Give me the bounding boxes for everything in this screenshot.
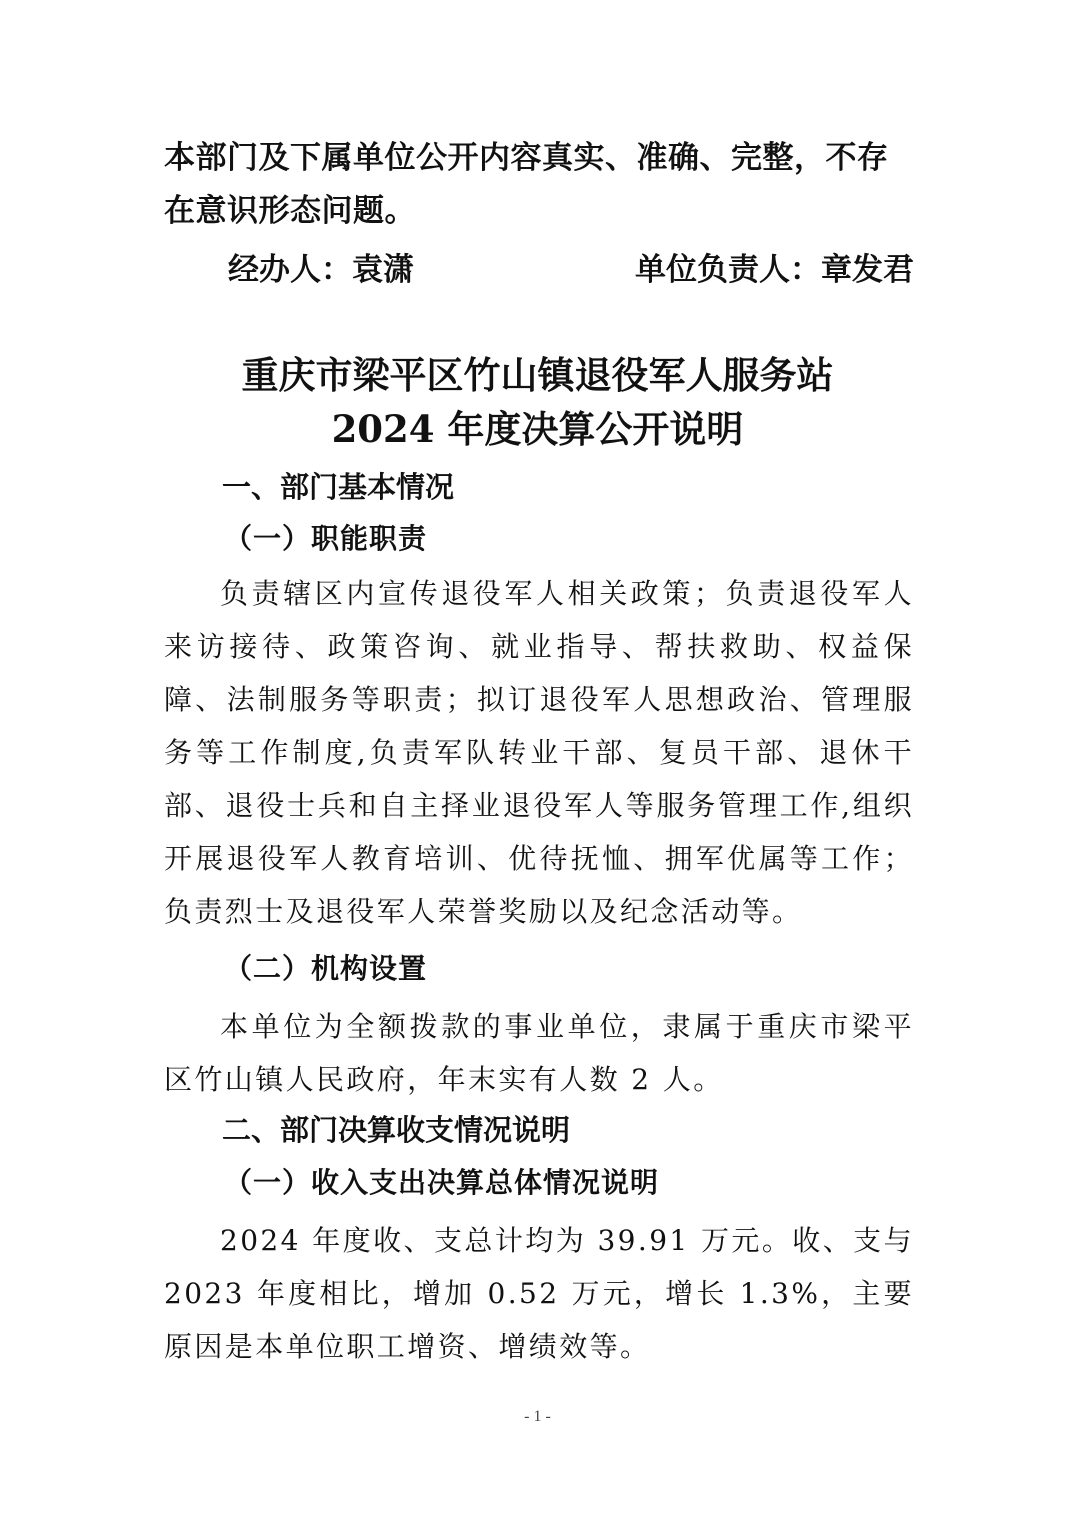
organization-paragraph: 本单位为全额拨款的事业单位，隶属于重庆市梁平区竹山镇人民政府，年末实有人数 2 人。 xyxy=(164,1010,914,1096)
section-heading-basic-info: 一、部门基本情况 xyxy=(222,470,455,504)
document-title-line2: 2024 年度决算公开说明 xyxy=(331,407,744,451)
section-heading-budget: 二、部门决算收支情况说明 xyxy=(222,1113,571,1147)
signature-row xyxy=(228,246,914,294)
handler-signature: 经办人：袁潇 xyxy=(228,252,414,288)
functions-paragraph: 负责辖区内宣传退役军人相关政策；负责退役军人来访接待、政策咨询、就业指导、帮扶救助、权益保障、法制服务等职责；拟订退役军人思想政治、管理服务等工作制度,负责军队转业干部、复员干部、退休干部、退役士兵和自主择业退役军人等服务管理工作,组织开展退役军人教育培训、优待抚恤、拥军优属等工作；负责烈士及退役军人荣誉奖励以及纪念活动等。 xyxy=(164,577,914,928)
overview-paragraph: 2024 年度收、支总计均为 39.91 万元。收、支与 2023 年度相比，增加 0.52 万元，增长 1.3%，主要原因是本单位职工增资、增绩效等。 xyxy=(164,1224,914,1363)
subsection-heading-overview: （一）收入支出决算总体情况说明 xyxy=(224,1166,660,1199)
disclosure-statement: 本部门及下属单位公开内容真实、准确、完整，不存在意识形态问题。 xyxy=(164,140,889,229)
subsection-heading-functions: （一）职能职责 xyxy=(224,522,428,555)
leader-signature: 单位负责人：章发君 xyxy=(635,252,914,288)
page-number: - 1 - xyxy=(524,1408,551,1425)
document-title-line1: 重庆市梁平区竹山镇退役军人服务站 xyxy=(241,353,834,397)
subsection-heading-organization: （二）机构设置 xyxy=(224,952,428,985)
